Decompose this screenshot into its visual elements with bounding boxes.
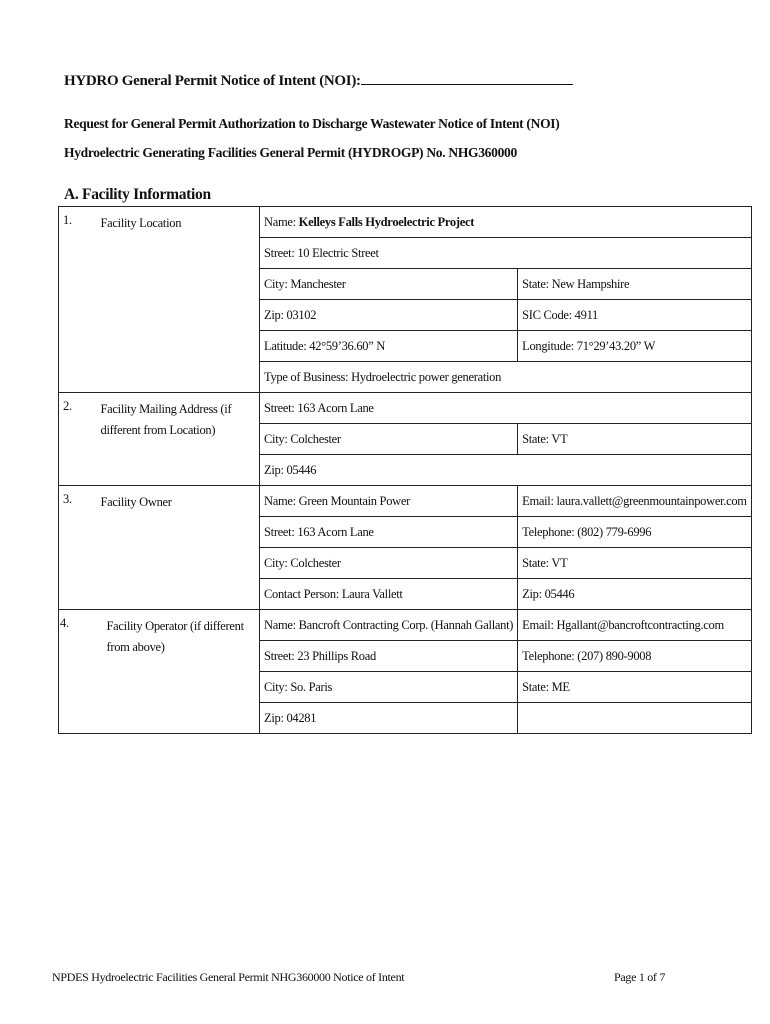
table-row (59, 610, 752, 641)
owner-state: State: VT (518, 548, 752, 579)
row-label: Facility Mailing Address (if different from Location) (97, 393, 260, 486)
location-zip: Zip: 03102 (260, 300, 518, 331)
subtitle-permit: Hydroelectric Generating Facilities General Permit (HYDROGP) No. NHG360000 (64, 145, 517, 160)
operator-city: City: So. Paris (260, 672, 518, 703)
row-number: 1. (59, 207, 97, 393)
mailing-city: City: Colchester (260, 424, 518, 455)
mailing-state: State: VT (518, 424, 752, 455)
row-number: 3. (59, 486, 97, 610)
owner-name: Name: Green Mountain Power (260, 486, 518, 517)
title-text: HYDRO General Permit Notice of Intent (NOI): (64, 73, 361, 89)
owner-zip: Zip: 05446 (518, 579, 752, 610)
facility-name: Kelleys Falls Hydroelectric Project (298, 214, 475, 229)
name-label: Name: (264, 214, 296, 229)
section-title: A. Facility Information (64, 186, 211, 203)
facility-info-table (58, 206, 752, 734)
table-row (59, 486, 752, 517)
row-label: Facility Operator (if different from above) (97, 610, 260, 734)
operator-empty-cell (518, 703, 752, 734)
mailing-street: Street: 163 Acorn Lane (260, 393, 752, 424)
row-number: 4. (59, 610, 97, 734)
title-blank-line (361, 72, 573, 85)
operator-street: Street: 23 Phillips Road (260, 641, 518, 672)
page-title (64, 72, 573, 90)
location-latitude: Latitude: 42°59’36.60” N (260, 331, 518, 362)
operator-telephone: Telephone: (207) 890-9008 (518, 641, 752, 672)
location-city: City: Manchester (260, 269, 518, 300)
operator-name: Name: Bancroft Contracting Corp. (Hannah Gallant) (260, 610, 518, 641)
owner-telephone: Telephone: (802) 779-6996 (518, 517, 752, 548)
owner-contact: Contact Person: Laura Vallett (260, 579, 518, 610)
owner-street: Street: 163 Acorn Lane (260, 517, 518, 548)
owner-city: City: Colchester (260, 548, 518, 579)
footer-page-number: Page 1 of 7 (614, 970, 666, 984)
mailing-zip: Zip: 05446 (260, 455, 752, 486)
operator-zip: Zip: 04281 (260, 703, 518, 734)
location-sic: SIC Code: 4911 (518, 300, 752, 331)
location-street: Street: 10 Electric Street (260, 238, 752, 269)
location-longitude: Longitude: 71°29’43.20” W (518, 331, 752, 362)
row-label: Facility Location (97, 207, 260, 393)
owner-email: Email: laura.vallett@greenmountainpower.com (518, 486, 752, 517)
table-row (59, 207, 752, 238)
location-business-type: Type of Business: Hydroelectric power generation (260, 362, 752, 393)
footer-document-name: NPDES Hydroelectric Facilities General Permit NHG360000 Notice of Intent (52, 970, 405, 984)
table-row (59, 393, 752, 424)
location-name-cell (260, 207, 752, 238)
location-state: State: New Hampshire (518, 269, 752, 300)
row-number: 2. (59, 393, 97, 486)
row-label: Facility Owner (97, 486, 260, 610)
operator-email: Email: Hgallant@bancroftcontracting.com (518, 610, 752, 641)
operator-state: State: ME (518, 672, 752, 703)
subtitle-request: Request for General Permit Authorization to Discharge Wastewater Notice of Intent (NOI) (64, 116, 560, 131)
